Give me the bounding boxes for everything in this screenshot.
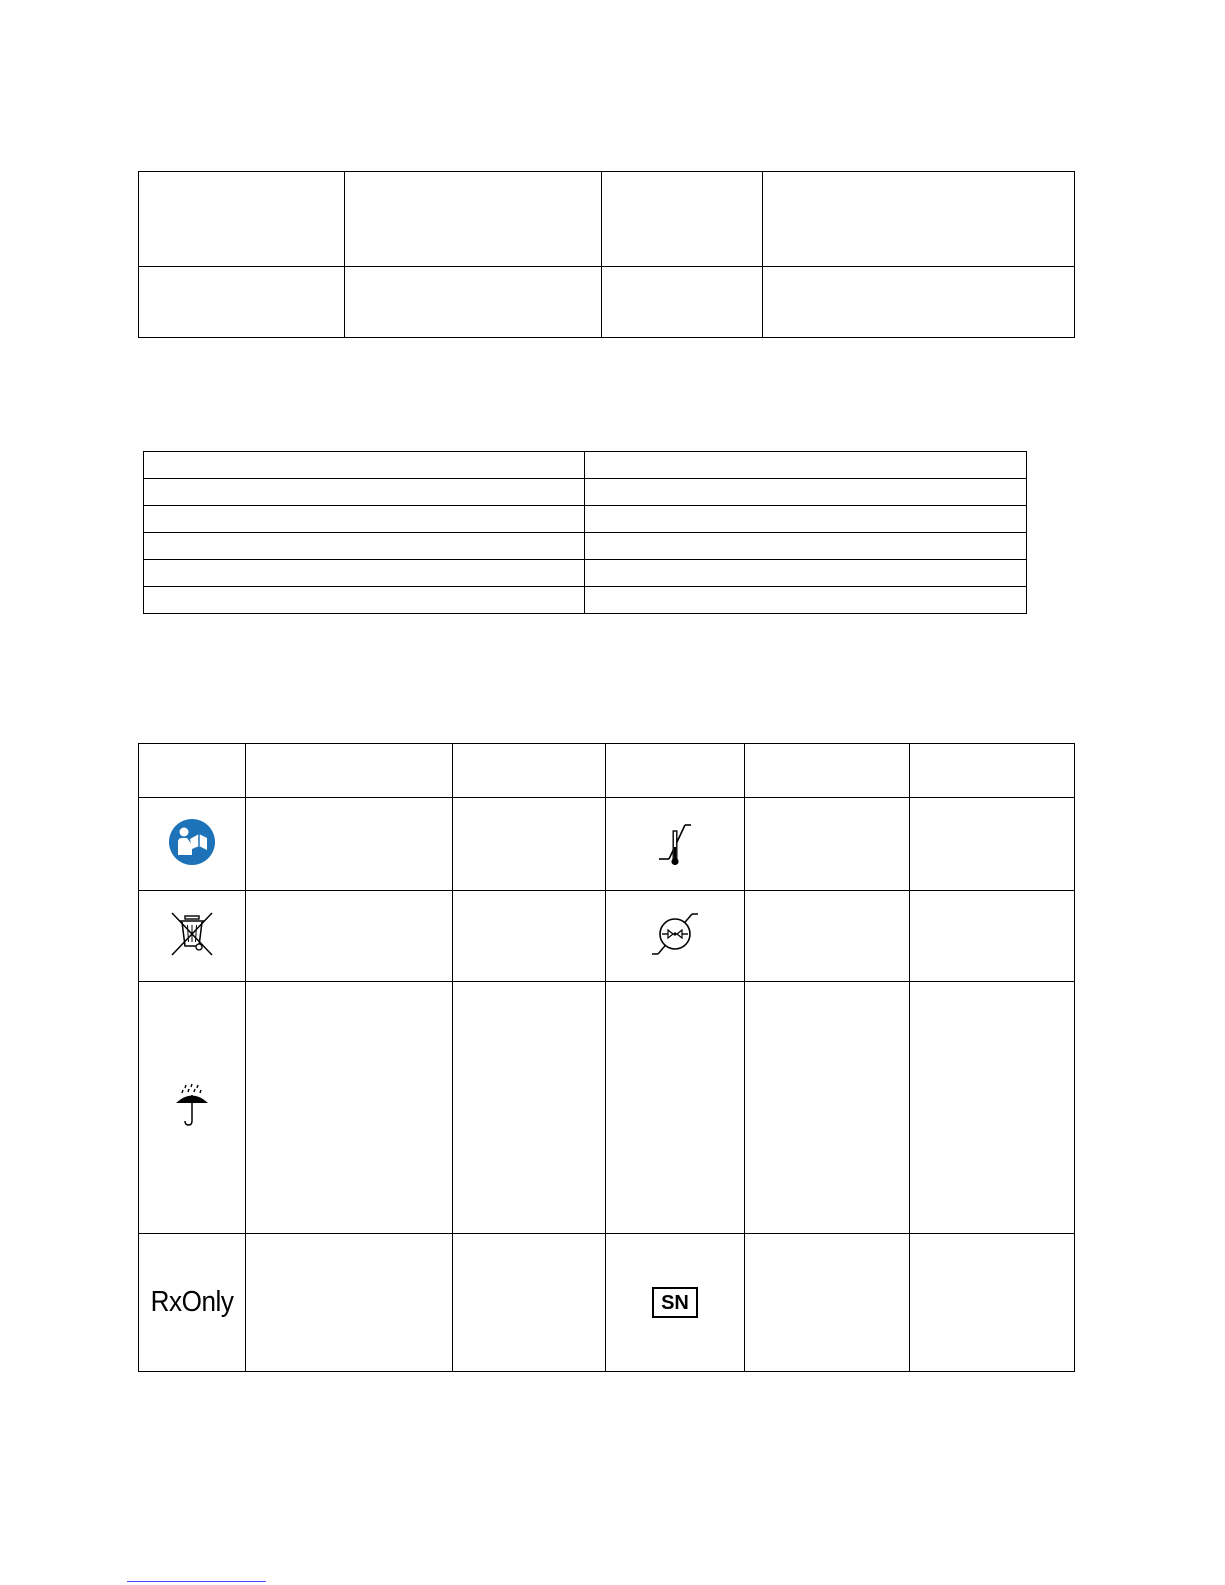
rx-only-label: RxOnly [150,1286,234,1318]
table-cell [144,587,585,614]
table-cell [246,1234,453,1372]
table-cell [585,533,1027,560]
table-cell [606,982,745,1234]
table-cell [745,1234,910,1372]
table-cell [910,982,1075,1234]
table-cell [763,172,1075,267]
specification-table [143,451,1027,614]
table-cell [345,172,602,267]
table-cell [453,798,606,891]
table-cell [246,798,453,891]
table-cell [602,172,763,267]
table-cell [453,982,606,1234]
table-cell [139,267,345,338]
table-cell [745,891,910,982]
table-header-cell [910,744,1075,798]
table-cell [144,533,585,560]
header-info-table [138,171,1075,338]
table-cell [585,560,1027,587]
serial-number-icon: SN [652,1287,698,1318]
symbol-cell [606,1234,745,1372]
table-cell [585,587,1027,614]
table-cell [585,506,1027,533]
consult-instructions-icon [168,818,216,866]
table-header-cell [139,744,246,798]
table-header-cell [453,744,606,798]
table-cell [910,798,1075,891]
symbol-cell [606,891,745,982]
symbol-cell [606,798,745,891]
temperature-limit-icon [655,817,695,867]
symbol-cell [139,982,246,1234]
table-cell [745,798,910,891]
table-cell [763,267,1075,338]
table-cell [139,172,345,267]
table-header-cell [606,744,745,798]
table-cell [246,982,453,1234]
table-cell [144,560,585,587]
table-header-cell [246,744,453,798]
symbols-table [138,743,1075,1372]
atmospheric-pressure-limit-icon [650,908,700,960]
symbol-cell [139,1234,246,1372]
table-cell [144,479,585,506]
table-cell [246,891,453,982]
table-header-cell [745,744,910,798]
table-cell [910,891,1075,982]
footnote-separator [127,1581,266,1582]
table-cell [144,452,585,479]
table-cell [910,1234,1075,1372]
keep-dry-icon [172,1083,212,1127]
table-cell [585,452,1027,479]
table-cell [345,267,602,338]
table-cell [453,1234,606,1372]
table-cell [453,891,606,982]
symbol-cell [139,891,246,982]
table-cell [602,267,763,338]
table-cell [745,982,910,1234]
weee-disposal-icon [169,910,215,958]
table-cell [585,479,1027,506]
table-cell [144,506,585,533]
symbol-cell [139,798,246,891]
